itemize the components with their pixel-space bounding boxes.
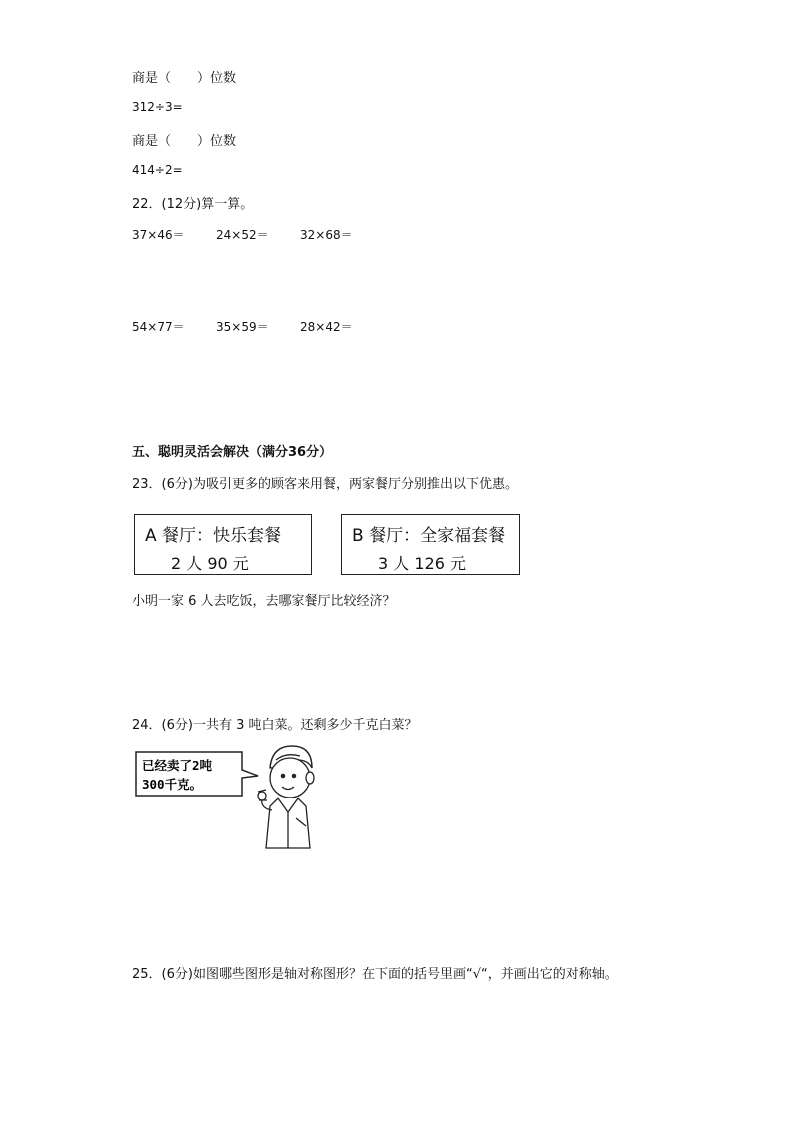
multiplication-expression: 28×42＝ [300, 320, 353, 334]
multiplication-expression: 37×46＝ [132, 228, 185, 242]
bubble-line-1: 已经卖了2吨 [142, 758, 213, 773]
division-expression-2: 414÷2= [132, 163, 183, 177]
multiplication-expression: 32×68＝ [300, 228, 353, 242]
multiplication-expression: 35×59＝ [216, 320, 269, 334]
restaurant-b-title: B 餐厅：全家福套餐 [352, 526, 506, 546]
quotient-digits-line-2: 商是（ ）位数 [132, 134, 237, 149]
question-23-prompt: 23．(6分)为吸引更多的顾客来用餐，两家餐厅分别推出以下优惠。 [132, 477, 518, 492]
question-25-prompt: 25．(6分)如图哪些图形是轴对称图形？在下面的括号里画“√“，并画出它的对称轴。 [132, 967, 618, 982]
quotient-digits-line-1: 商是（ ）位数 [132, 71, 237, 86]
restaurant-b-box [341, 514, 520, 575]
division-expression-1: 312÷3= [132, 100, 183, 114]
seller-illustration [130, 738, 330, 858]
restaurant-a-box [134, 514, 312, 575]
restaurant-b-deal: 3 人 126 元 [378, 554, 466, 573]
section-heading: 五、聪明灵活会解决（满分36分） [132, 445, 333, 460]
question-23-question: 小明一家 6 人去吃饭，去哪家餐厅比较经济？ [132, 594, 396, 609]
bubble-line-2: 300千克。 [142, 777, 203, 792]
question-22-prompt: 22．(12分)算一算。 [132, 197, 254, 212]
restaurant-a-deal: 2 人 90 元 [171, 554, 249, 573]
multiplication-expression: 54×77＝ [132, 320, 185, 334]
question-24-prompt: 24．(6分)一共有 3 吨白菜。还剩多少千克白菜？ [132, 718, 418, 733]
boy-figure-icon [258, 746, 314, 848]
restaurant-a-title: A 餐厅：快乐套餐 [145, 526, 282, 546]
multiplication-expression: 24×52＝ [216, 228, 269, 242]
